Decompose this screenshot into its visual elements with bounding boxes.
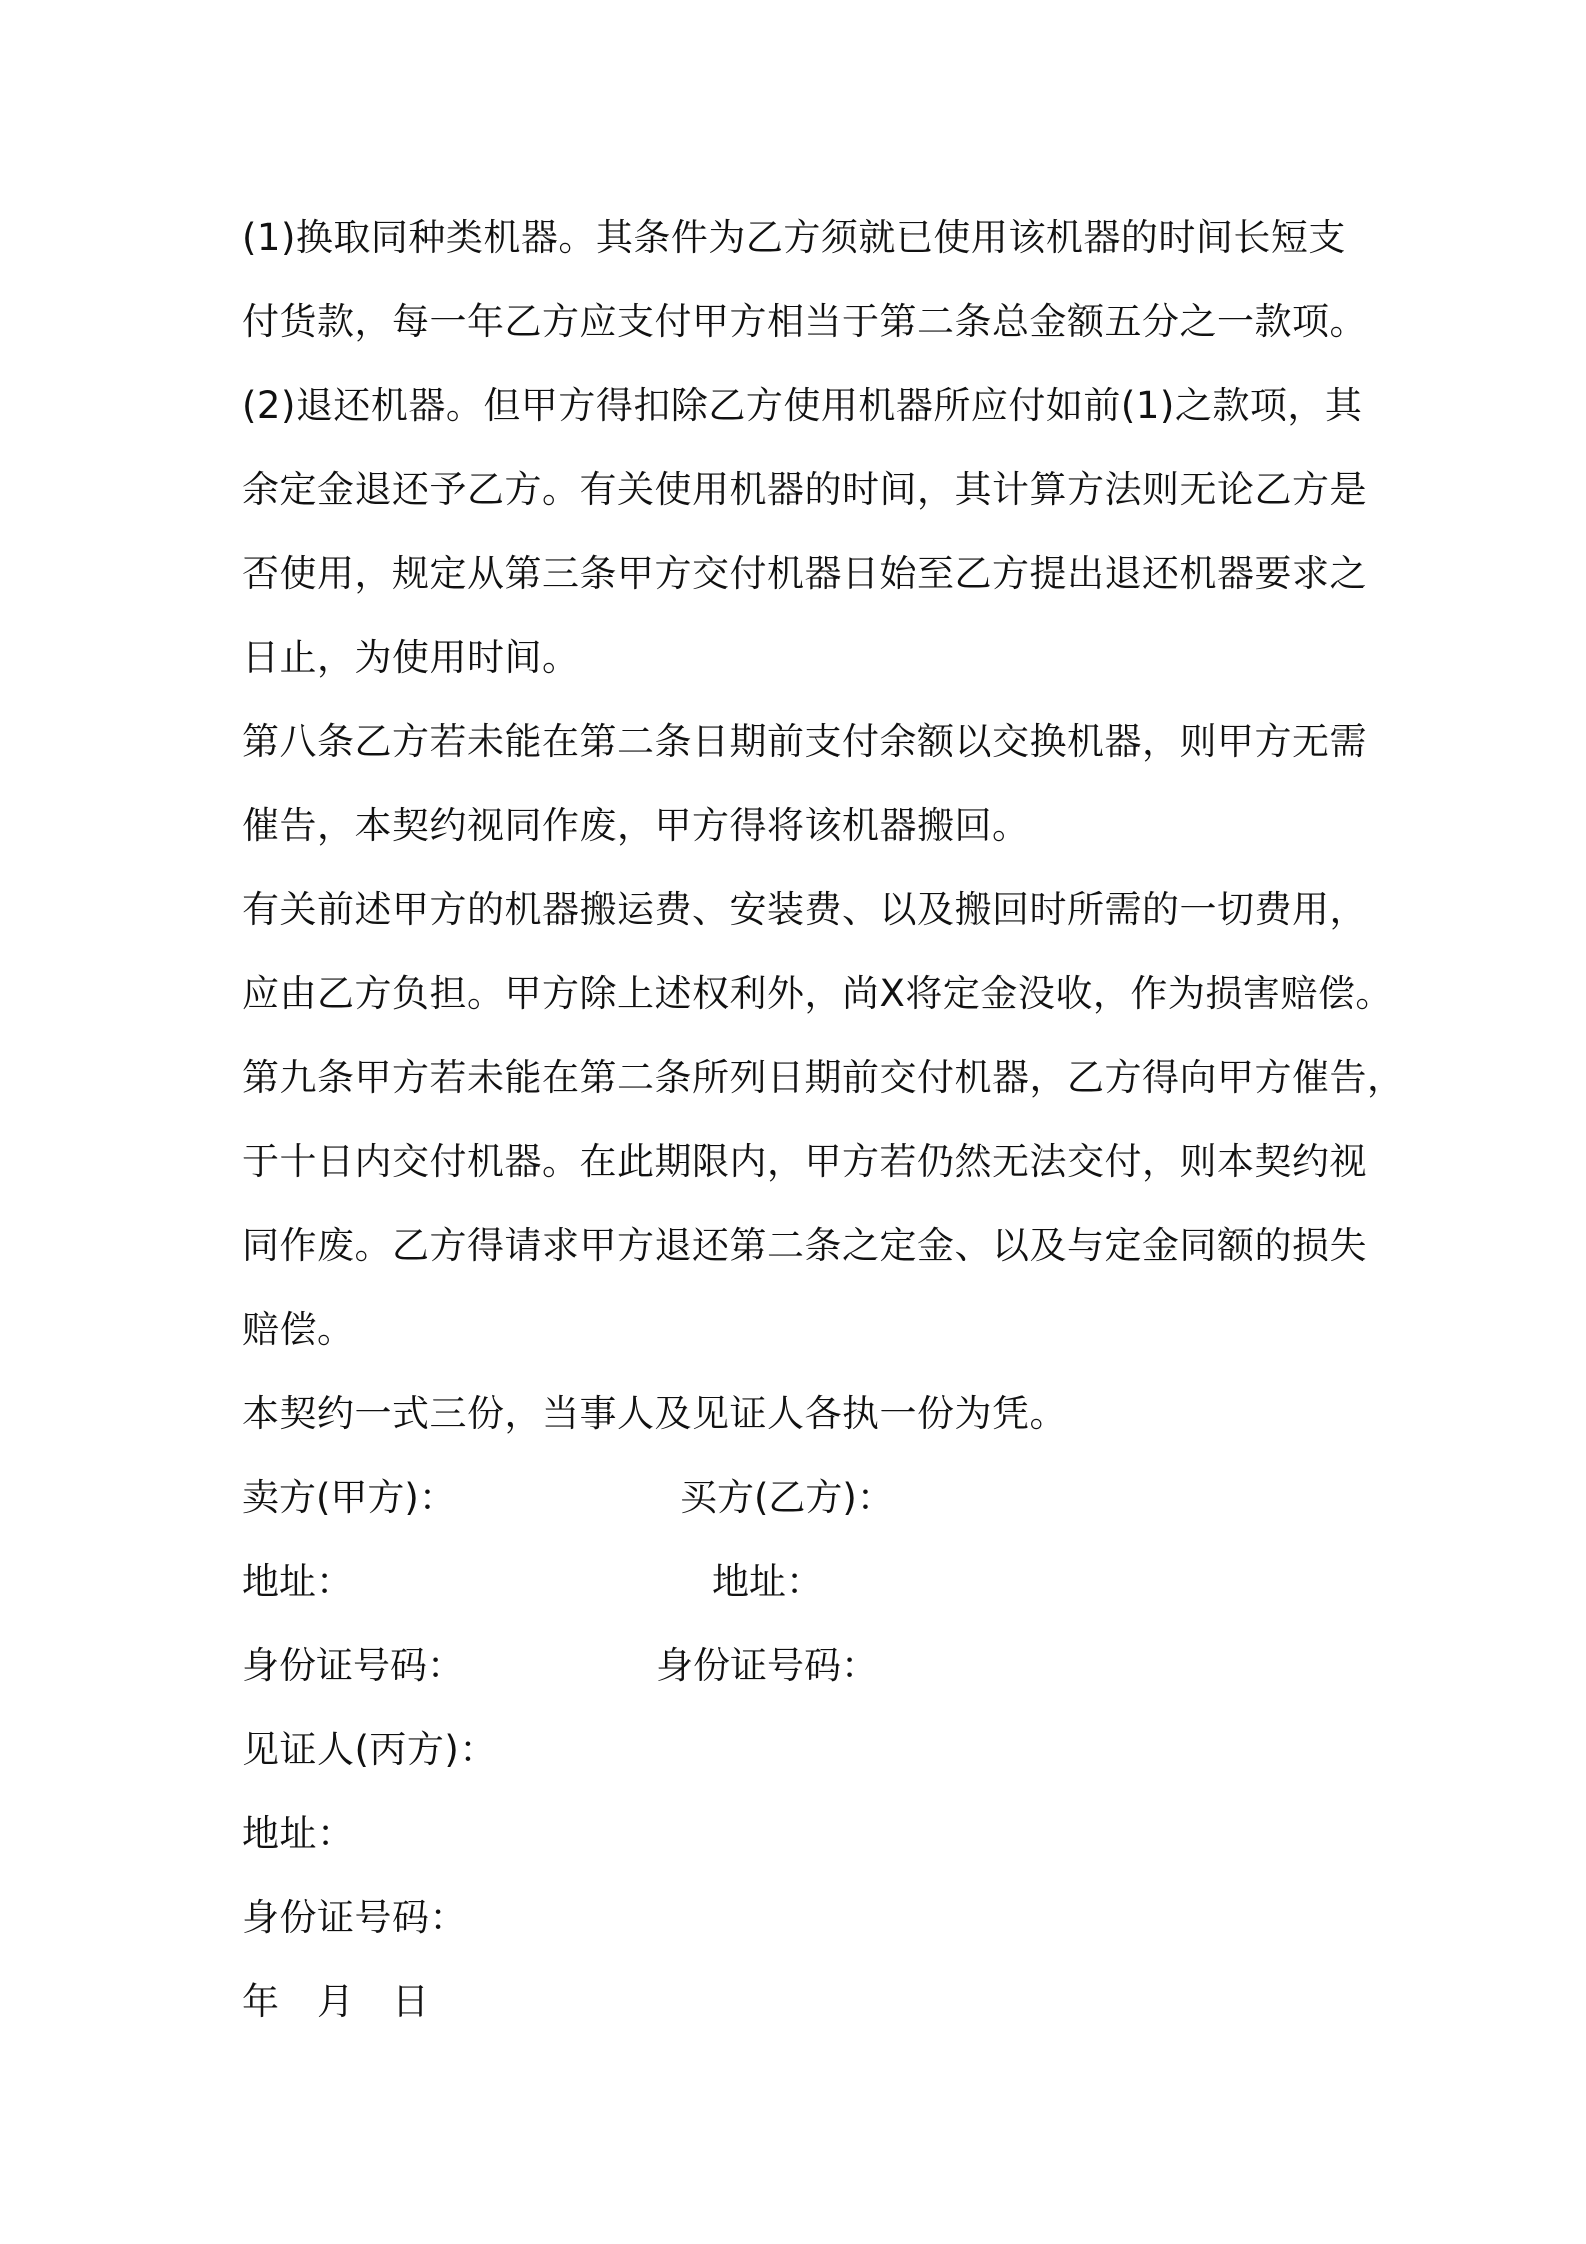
witness-id-label: 身份证号码： (242, 1896, 467, 1939)
body-line-14: 赔偿。 (242, 1308, 355, 1351)
body-line-7: 第八条乙方若未能在第二条日期前支付余额以交换机器，则甲方无需 (242, 720, 1367, 763)
body-line-9: 有关前述甲方的机器搬运费、安装费、以及搬回时所需的一切费用， (242, 888, 1367, 931)
date-day: 日 (392, 1980, 429, 2023)
address-row (242, 1540, 1372, 1624)
contract-page (242, 196, 1405, 2044)
body-line-10: 应由乙方负担。甲方除上述权利外，尚X将定金没收，作为损害赔偿。 (242, 972, 1393, 1015)
party-label-row (242, 1456, 1372, 1540)
seller-id-label: 身份证号码： (242, 1644, 464, 1687)
buyer-id-label: 身份证号码： (656, 1644, 878, 1687)
date-line (242, 1960, 1372, 2044)
seller-address-label: 地址： (242, 1560, 353, 1603)
body-line-2: 付货款，每一年乙方应支付甲方相当于第二条总金额五分之一款项。 (242, 300, 1367, 343)
buyer-label: 买方(乙方)： (680, 1476, 894, 1519)
id-number-row (242, 1624, 1372, 1708)
body-line-3: (2)退还机器。但甲方得扣除乙方使用机器所应付如前(1)之款项，其 (242, 384, 1363, 427)
body-line-6: 日止，为使用时间。 (242, 636, 580, 679)
body-line-8: 催告，本契约视同作废，甲方得将该机器搬回。 (242, 804, 1030, 847)
witness-address-label: 地址： (242, 1812, 355, 1855)
body-line-13: 同作废。乙方得请求甲方退还第二条之定金、以及与定金同额的损失 (242, 1224, 1367, 1267)
seller-label: 卖方(甲方)： (242, 1476, 456, 1519)
date-year: 年 (242, 1980, 279, 2023)
body-line-4: 余定金退还予乙方。有关使用机器的时间，其计算方法则无论乙方是 (242, 468, 1367, 511)
body-line-5: 否使用，规定从第三条甲方交付机器日始至乙方提出退还机器要求之 (242, 552, 1367, 595)
body-line-11: 第九条甲方若未能在第二条所列日期前交付机器，乙方得向甲方催告， (242, 1056, 1405, 1099)
buyer-address-label: 地址： (712, 1560, 823, 1603)
body-line-12: 于十日内交付机器。在此期限内，甲方若仍然无法交付，则本契约视 (242, 1140, 1367, 1183)
date-month: 月 (317, 1980, 354, 2023)
witness-label: 见证人(丙方)： (242, 1728, 497, 1771)
body-line-1: (1)换取同种类机器。其条件为乙方须就已使用该机器的时间长短支 (242, 216, 1346, 259)
body-line-15: 本契约一式三份，当事人及见证人各执一份为凭。 (242, 1392, 1067, 1435)
